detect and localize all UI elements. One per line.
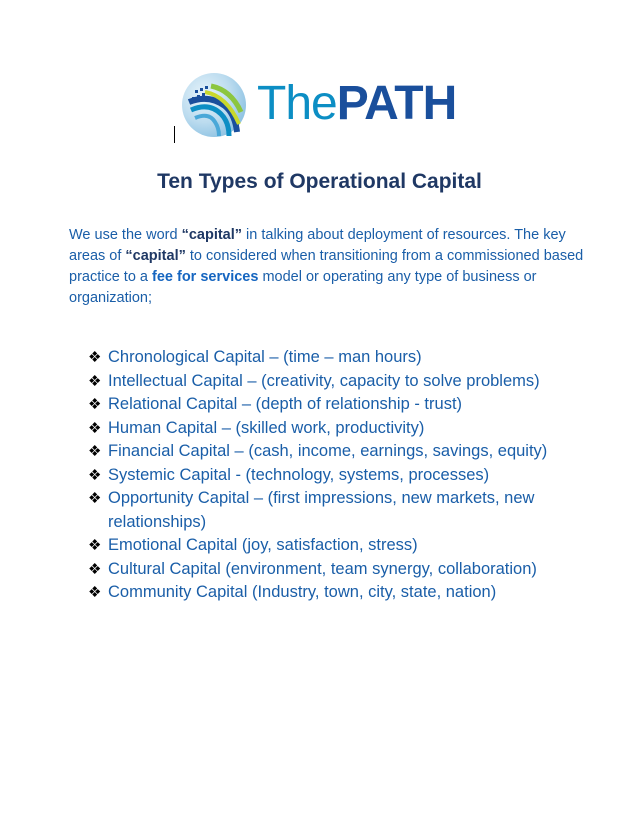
bullet-diamond-icon: ❖ — [88, 490, 102, 507]
list-item — [88, 534, 588, 558]
text-cursor — [174, 126, 175, 143]
list-item-text: Cultural Capital (environment, team synergy, collaboration) — [108, 559, 537, 578]
list-item — [88, 581, 588, 605]
bullet-diamond-icon: ❖ — [88, 466, 102, 484]
list-item-text: Human Capital – (skilled work, productivity) — [108, 418, 425, 437]
list-item-text: Chronological Capital – (time – man hours) — [108, 348, 422, 366]
list-item — [88, 558, 588, 582]
intro-text: We use the word — [69, 227, 182, 243]
bullet-diamond-icon: ❖ — [88, 537, 102, 554]
intro-emphasis: “capital” — [125, 248, 186, 264]
bullet-diamond-icon: ❖ — [88, 443, 102, 460]
list-item-text: Opportunity Capital – (first impressions, new markets, new relationships) — [108, 489, 535, 531]
logo-text-path: PATH — [336, 77, 457, 130]
logo-wordmark — [257, 74, 456, 134]
list-item-text: Systemic Capital - (technology, systems, processes) — [108, 465, 490, 484]
intro-paragraph — [69, 225, 589, 309]
logo-text-the: The — [257, 77, 337, 130]
bullet-diamond-icon: ❖ — [88, 396, 102, 413]
list-item-text: Intellectual Capital – (creativity, capacity to solve problems) — [108, 371, 540, 390]
capital-list — [88, 346, 588, 605]
list-item — [88, 417, 588, 441]
list-item — [88, 393, 588, 417]
intro-text: in talking about deployment of resources. The key areas of — [69, 227, 566, 264]
list-item-text: Relational Capital – (depth of relationship - trust) — [108, 395, 463, 413]
bullet-diamond-icon: ❖ — [88, 560, 102, 578]
page-title: Ten Types of Operational Capital — [157, 170, 482, 193]
intro-emphasis: fee for services — [152, 269, 259, 285]
list-item-text: Financial Capital – (cash, income, earnings, savings, equity) — [108, 442, 548, 460]
list-item — [88, 464, 588, 488]
intro-emphasis: “capital” — [181, 227, 243, 243]
list-item-text: Emotional Capital (joy, satisfaction, stress) — [108, 536, 418, 554]
logo-globe-icon — [181, 72, 247, 138]
bullet-diamond-icon: ❖ — [88, 372, 102, 390]
logo — [181, 72, 461, 140]
bullet-diamond-icon: ❖ — [88, 349, 102, 366]
list-item — [88, 440, 588, 464]
intro-text: to considered when transitioning from a commissioned based practice to a — [69, 248, 584, 285]
bullet-diamond-icon: ❖ — [88, 584, 102, 601]
intro-text: model or operating any type of business or organization; — [69, 269, 537, 306]
list-item — [88, 370, 588, 394]
bullet-diamond-icon: ❖ — [88, 419, 102, 437]
list-item — [88, 346, 588, 370]
list-item-text: Community Capital (Industry, town, city, state, nation) — [108, 583, 497, 601]
list-item — [88, 487, 588, 534]
